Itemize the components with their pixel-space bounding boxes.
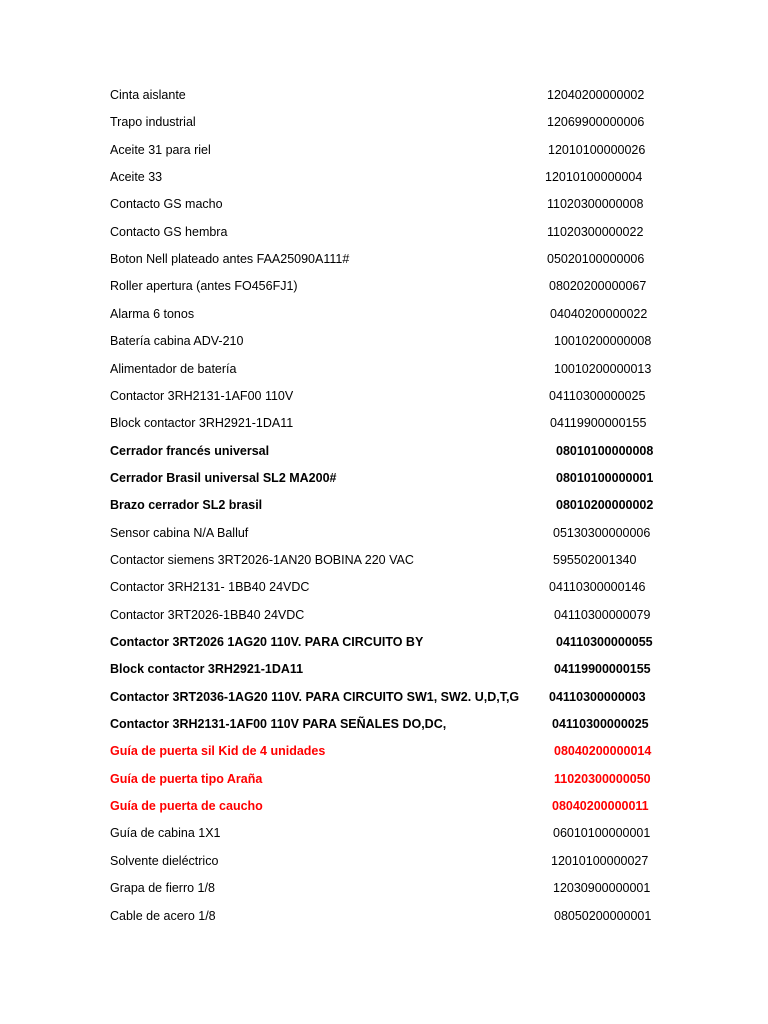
item-code: 08010100000008 [556,443,654,458]
list-item [0,795,768,817]
item-name: Block contactor 3RH2921-1DA11 [110,416,294,431]
item-name: Roller apertura (antes FO456FJ1) [110,279,298,294]
item-code: 08010100000001 [556,470,654,485]
list-item [0,877,768,899]
item-code: 05020100000006 [547,252,645,267]
item-name: Contactor 3RH2131-1AF00 110V PARA SEÑALES DO,DC, [110,717,447,732]
list-item [0,768,768,790]
item-code: 12030900000001 [553,881,651,896]
item-code: 11020300000022 [547,224,644,239]
list-item [0,631,768,653]
list-item [0,330,768,352]
list-item [0,740,768,762]
list-item [0,440,768,462]
item-code: 08050200000001 [554,908,652,923]
list-item [0,248,768,270]
item-name: Contactor 3RT2036-1AG20 110V. PARA CIRCUITO SW1, SW2. U,D,T,G [110,689,520,704]
item-name: Brazo cerrador SL2 brasil [110,498,263,513]
item-name: Contactor 3RH2131-1AF00 110V [110,388,294,403]
item-code: 12069900000006 [547,115,645,130]
item-code: 10010200000013 [554,361,652,376]
item-name: Boton Nell plateado antes FAA25090A111# [110,252,350,267]
list-item [0,658,768,680]
item-code: 12010100000027 [551,853,649,868]
item-code: 08040200000011 [552,799,649,814]
item-name: Contacto GS hembra [110,224,228,239]
item-code: 595502001340 [553,552,637,567]
item-name: Contactor 3RT2026-1BB40 24VDC [110,607,305,622]
list-item [0,412,768,434]
list-item [0,193,768,215]
item-code: 10010200000008 [554,334,652,349]
item-code: 08010200000002 [556,498,654,513]
item-name: Alarma 6 tonos [110,306,195,321]
item-code: 05130300000006 [553,525,651,540]
list-item [0,221,768,243]
item-code: 11020300000008 [547,197,644,212]
item-code: 04119900000155 [554,662,651,677]
item-code: 12010100000004 [545,170,643,185]
item-name: Trapo industrial [110,115,196,130]
list-item [0,303,768,325]
item-code: 04119900000155 [550,416,647,431]
list-item [0,549,768,571]
list-item [0,686,768,708]
item-name: Guía de cabina 1X1 [110,826,221,841]
list-item [0,84,768,106]
item-name: Guía de puerta de caucho [110,799,263,814]
item-name: Aceite 31 para riel [110,142,211,157]
item-name: Cerrador Brasil universal SL2 MA200# [110,470,337,485]
list-item [0,522,768,544]
list-item [0,576,768,598]
list-item [0,822,768,844]
list-item [0,358,768,380]
item-name: Contactor 3RH2131- 1BB40 24VDC [110,580,310,595]
item-code: 06010100000001 [553,826,651,841]
item-name: Batería cabina ADV-210 [110,334,244,349]
list-item [0,850,768,872]
list-item [0,905,768,927]
list-item [0,467,768,489]
list-item [0,139,768,161]
list-item [0,385,768,407]
list-item [0,111,768,133]
item-name: Contacto GS macho [110,197,223,212]
list-item [0,166,768,188]
item-code: 08020200000067 [549,279,647,294]
item-name: Contactor siemens 3RT2026-1AN20 BOBINA 220 VAC [110,552,414,567]
item-code: 04110300000003 [549,689,646,704]
item-name: Solvente dieléctrico [110,853,219,868]
item-code: 12010100000026 [548,142,646,157]
item-name: Guía de puerta tipo Araña [110,771,263,786]
item-name: Cerrador francés universal [110,443,270,458]
item-code: 11020300000050 [554,771,651,786]
item-name: Alimentador de batería [110,361,237,376]
item-name: Sensor cabina N/A Balluf [110,525,249,540]
list-item [0,713,768,735]
list-item [0,494,768,516]
item-name: Grapa de fierro 1/8 [110,881,215,896]
item-name: Guía de puerta sil Kid de 4 unidades [110,744,326,759]
item-name: Aceite 33 [110,170,163,185]
item-name: Contactor 3RT2026 1AG20 110V. PARA CIRCUITO BY [110,635,424,649]
item-code: 04110300000079 [554,607,651,622]
item-code: 12040200000002 [547,88,645,102]
item-code: 04110300000025 [549,388,646,403]
item-code: 04110300000146 [549,580,646,595]
item-code: 04110300000025 [552,717,649,732]
item-code: 08040200000014 [554,744,652,759]
item-name: Cinta aislante [110,88,186,102]
item-code: 04040200000022 [550,306,648,321]
list-item [0,275,768,297]
item-code: 04110300000055 [556,635,653,649]
item-name: Block contactor 3RH2921-1DA11 [110,662,304,677]
list-item [0,604,768,626]
item-name: Cable de acero 1/8 [110,908,216,923]
